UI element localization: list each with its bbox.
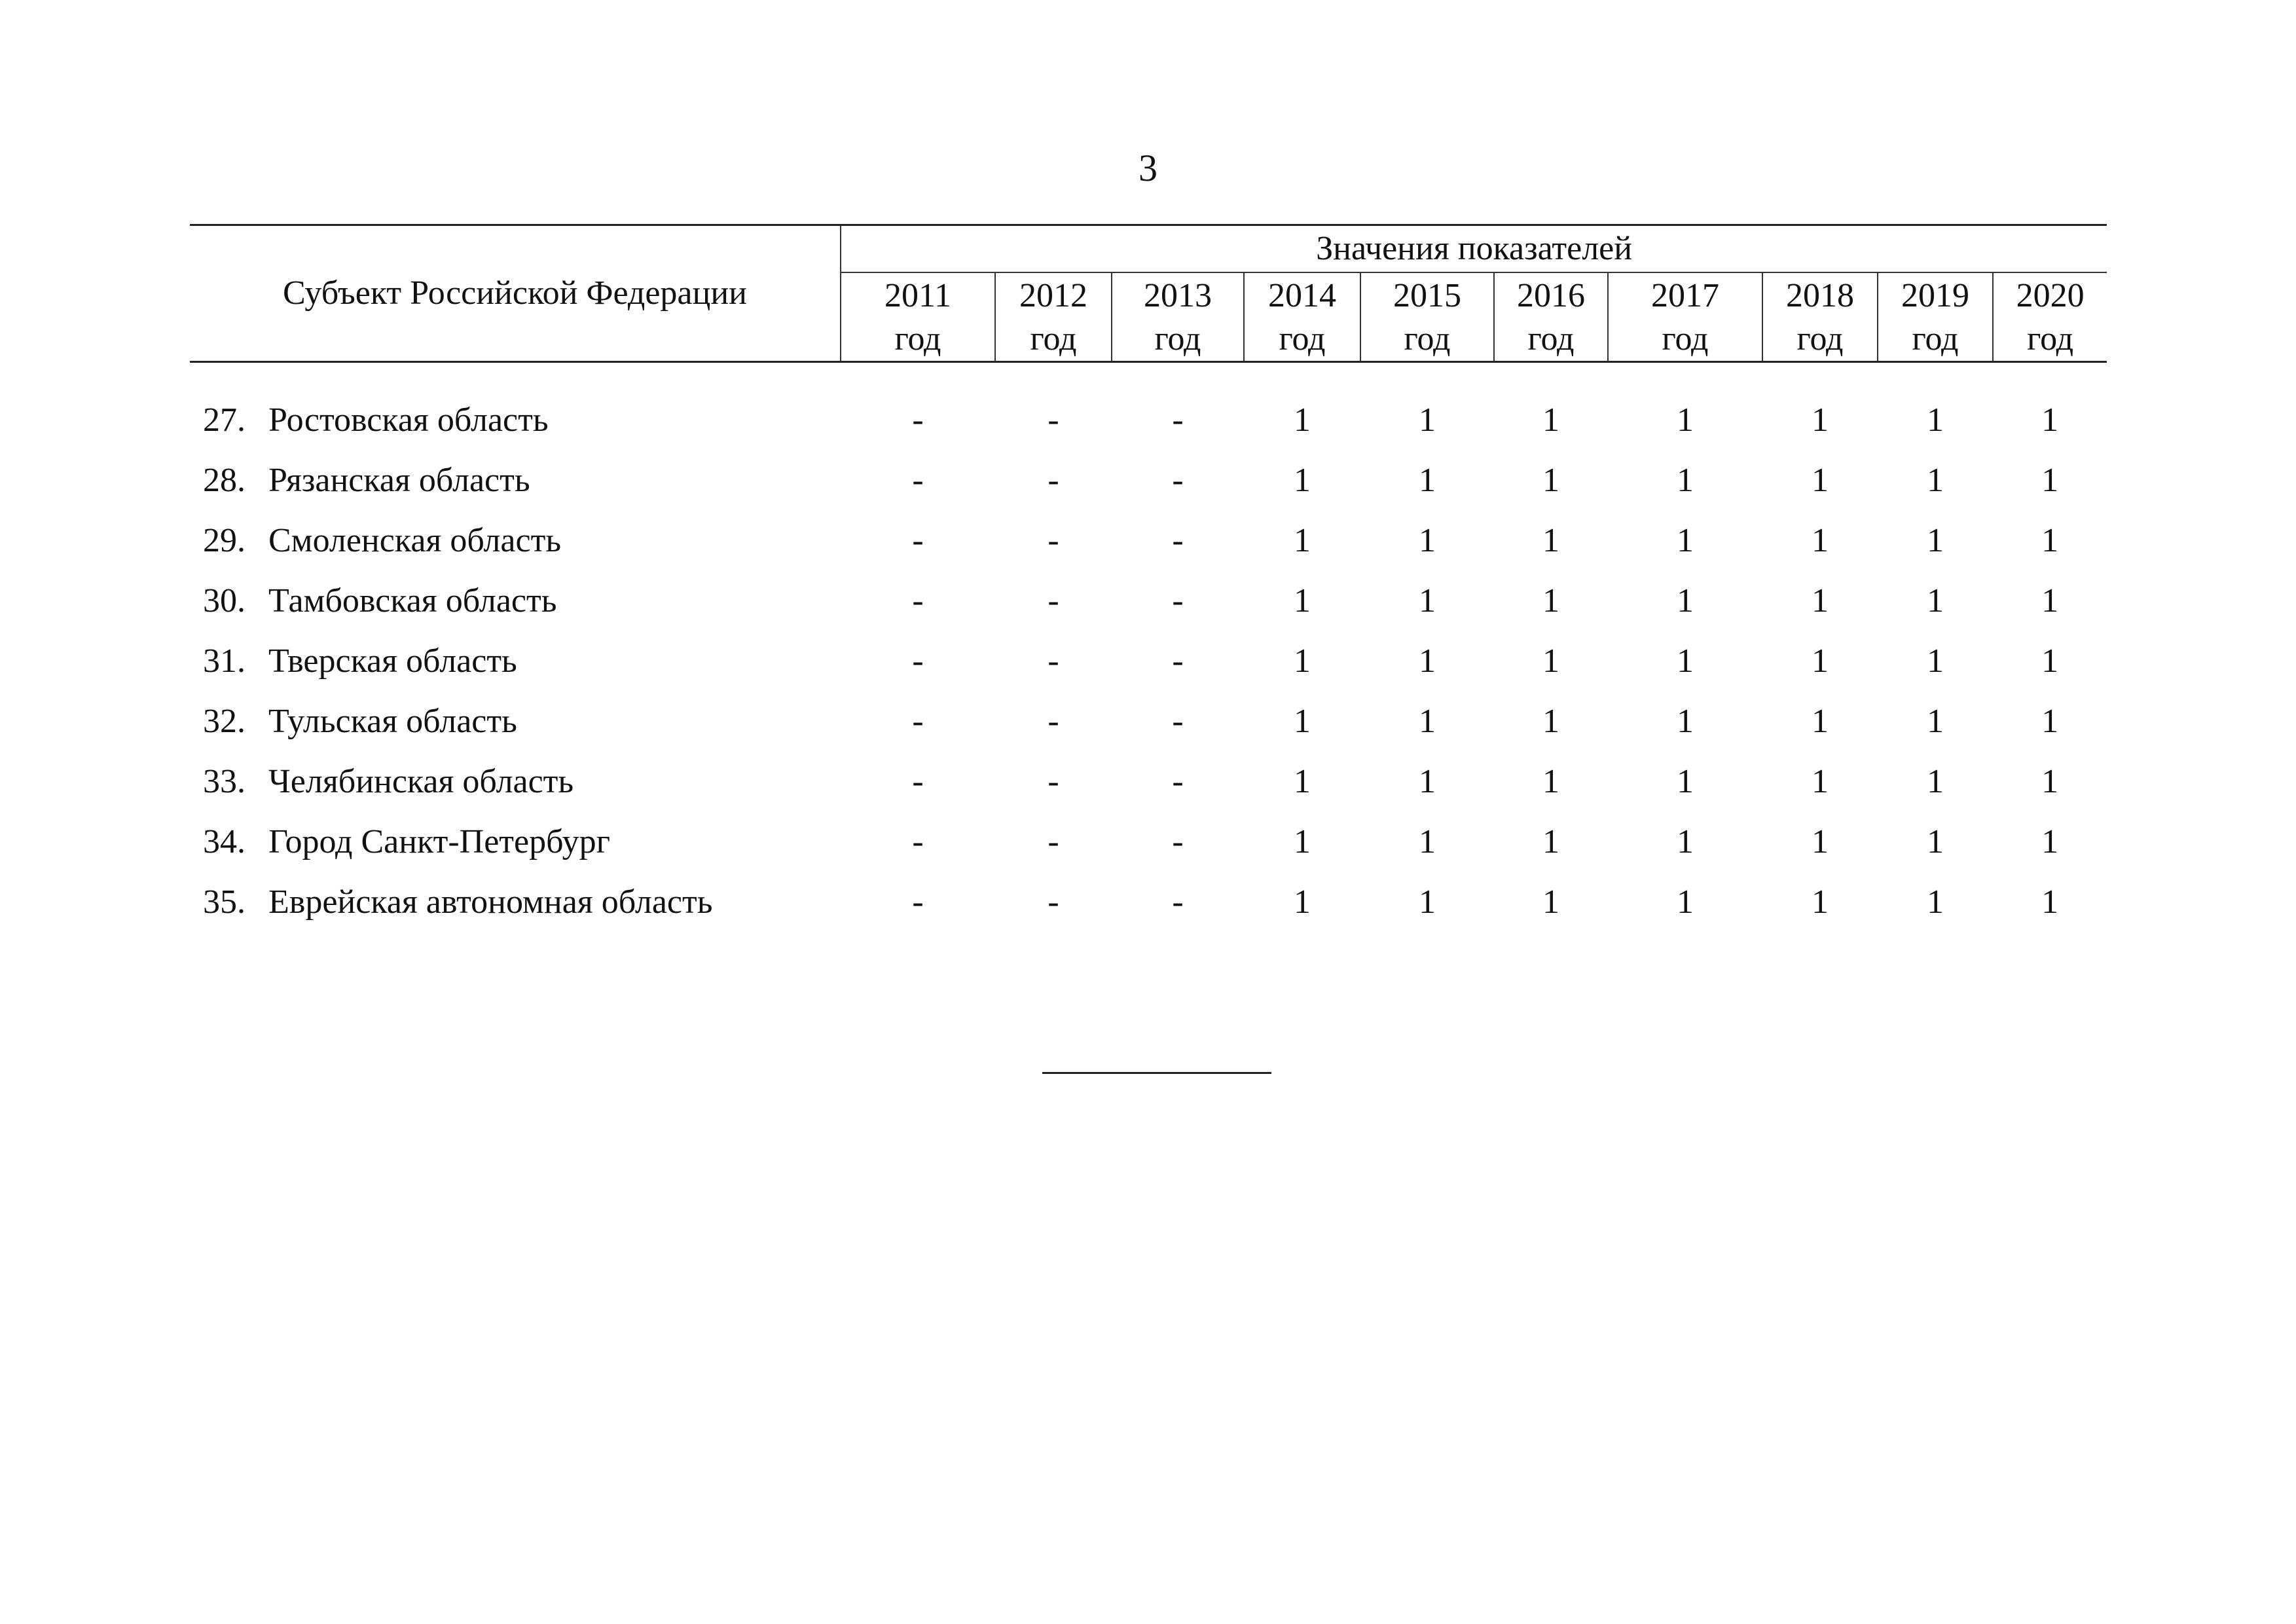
indicator-value-cell: - — [1048, 401, 1059, 439]
indicator-value-cell: 1 — [1294, 401, 1311, 439]
indicator-value-cell: 1 — [1419, 462, 1436, 499]
indicator-value-cell: - — [1172, 763, 1184, 800]
indicator-value-cell: 1 — [1294, 582, 1311, 619]
indicator-value-cell: 1 — [1677, 642, 1694, 680]
indicator-value-cell: 1 — [1677, 582, 1694, 619]
indicator-value-cell: 1 — [1812, 462, 1829, 499]
indicator-value-cell: 1 — [1419, 883, 1436, 921]
indicator-value-cell: 1 — [1812, 703, 1829, 740]
table-row — [190, 692, 2107, 752]
region-name: Тульская область — [268, 703, 517, 740]
year-column-header — [1878, 272, 1993, 362]
year-unit-label: год — [2027, 320, 2074, 358]
indicator-value-cell: 1 — [1542, 823, 1560, 860]
indicator-value-cell: 1 — [1812, 883, 1829, 921]
indicator-value-cell: 1 — [1419, 582, 1436, 619]
indicator-value-cell: - — [912, 703, 924, 740]
indicator-value-cell: 1 — [1677, 462, 1694, 499]
year-label: 2018 — [1786, 277, 1855, 314]
indicator-value-cell: - — [1048, 823, 1059, 860]
indicator-value-cell: 1 — [1419, 763, 1436, 800]
indicator-value-cell: 1 — [1542, 401, 1560, 439]
indicator-value-cell: - — [1172, 522, 1184, 559]
indicator-value-cell: - — [1048, 642, 1059, 680]
year-column-header — [1762, 272, 1878, 362]
year-label: 2020 — [2016, 277, 2085, 314]
year-column-header — [841, 272, 995, 362]
indicator-value-cell: 1 — [2041, 401, 2059, 439]
row-number: 29. — [203, 522, 246, 559]
indicator-value-cell: 1 — [1419, 401, 1436, 439]
indicator-value-cell: 1 — [1927, 642, 1944, 680]
indicator-value-cell: - — [912, 763, 924, 800]
indicator-value-cell: 1 — [1677, 522, 1694, 559]
indicator-value-cell: 1 — [1927, 401, 1944, 439]
indicator-value-cell: 1 — [1419, 522, 1436, 559]
indicator-value-cell: 1 — [2041, 462, 2059, 499]
year-column-header — [995, 272, 1112, 362]
indicator-value-cell: 1 — [1294, 883, 1311, 921]
indicator-value-cell: - — [912, 401, 924, 439]
indicator-value-cell: 1 — [1419, 823, 1436, 860]
indicator-value-cell: - — [912, 642, 924, 680]
indicator-value-cell: 1 — [1677, 703, 1694, 740]
indicator-value-cell: - — [1048, 883, 1059, 921]
table-row — [190, 571, 2107, 631]
region-name: Город Санкт-Петербург — [268, 823, 610, 860]
row-number: 34. — [203, 823, 246, 860]
year-unit-label: год — [1279, 320, 1326, 358]
row-number: 33. — [203, 763, 246, 800]
year-unit-label: год — [1154, 320, 1201, 358]
indicator-value-cell: 1 — [1294, 522, 1311, 559]
row-number: 35. — [203, 883, 246, 921]
table-header — [190, 225, 2107, 362]
table-row — [190, 812, 2107, 872]
indicator-value-cell: - — [1172, 401, 1184, 439]
indicator-value-cell: 1 — [1542, 883, 1560, 921]
year-unit-label: год — [1662, 320, 1709, 358]
values-group-header: Значения показателей — [841, 225, 2107, 273]
indicator-value-cell: - — [1048, 462, 1059, 499]
indicator-value-cell: 1 — [1927, 462, 1944, 499]
indicator-value-cell: - — [1048, 703, 1059, 740]
year-unit-label: год — [1912, 320, 1959, 358]
row-number: 31. — [203, 642, 246, 680]
indicator-value-cell: 1 — [1927, 522, 1944, 559]
year-unit-label: год — [894, 320, 941, 358]
table-row — [190, 752, 2107, 812]
indicator-value-cell: - — [1172, 703, 1184, 740]
row-number: 27. — [203, 401, 246, 439]
year-column-header — [1360, 272, 1494, 362]
indicator-value-cell: 1 — [1294, 703, 1311, 740]
indicator-value-cell: 1 — [2041, 763, 2059, 800]
indicator-value-cell: - — [1172, 582, 1184, 619]
indicator-value-cell: 1 — [1294, 462, 1311, 499]
indicator-value-cell: 1 — [2041, 582, 2059, 619]
indicator-value-cell: 1 — [1677, 401, 1694, 439]
row-number: 28. — [203, 462, 246, 499]
year-column-header — [1112, 272, 1244, 362]
region-name: Тамбовская область — [268, 582, 557, 619]
year-label: 2014 — [1268, 277, 1337, 314]
year-column-header — [1494, 272, 1608, 362]
year-unit-label: год — [1030, 320, 1077, 358]
indicator-value-cell: - — [912, 462, 924, 499]
indicator-value-cell: 1 — [2041, 823, 2059, 860]
region-name: Челябинская область — [268, 763, 574, 800]
indicator-value-cell: 1 — [1294, 763, 1311, 800]
indicator-value-cell: 1 — [1927, 763, 1944, 800]
indicator-value-cell: - — [1172, 823, 1184, 860]
region-name: Рязанская область — [268, 462, 530, 499]
indicator-value-cell: - — [1172, 462, 1184, 499]
indicator-value-cell: 1 — [1677, 823, 1694, 860]
indicator-value-cell: 1 — [1542, 462, 1560, 499]
indicator-value-cell: 1 — [1542, 582, 1560, 619]
table-row — [190, 511, 2107, 571]
indicator-value-cell: 1 — [1677, 883, 1694, 921]
row-number: 30. — [203, 582, 246, 619]
indicator-value-cell: 1 — [2041, 883, 2059, 921]
subject-column-header: Субъект Российской Федерации — [190, 225, 841, 362]
table-row — [190, 872, 2107, 932]
indicator-value-cell: - — [1172, 883, 1184, 921]
indicator-value-cell: 1 — [1542, 703, 1560, 740]
year-column-header — [1993, 272, 2107, 362]
table-row — [190, 451, 2107, 511]
year-label: 2013 — [1144, 277, 1212, 314]
year-label: 2017 — [1651, 277, 1720, 314]
row-number: 32. — [203, 703, 246, 740]
indicator-value-cell: 1 — [1812, 642, 1829, 680]
region-name: Смоленская область — [268, 522, 562, 559]
indicator-value-cell: 1 — [1927, 703, 1944, 740]
year-column-header — [1608, 272, 1762, 362]
indicator-value-cell: 1 — [2041, 522, 2059, 559]
indicator-value-cell: - — [912, 582, 924, 619]
region-name: Ростовская область — [268, 401, 549, 439]
page-number: 3 — [1139, 147, 1157, 189]
indicator-value-cell: 1 — [1927, 582, 1944, 619]
indicator-value-cell: - — [912, 522, 924, 559]
table-body — [190, 362, 2107, 933]
indicator-value-cell: 1 — [2041, 703, 2059, 740]
indicator-value-cell: - — [912, 823, 924, 860]
indicator-value-cell: 1 — [1812, 522, 1829, 559]
indicator-value-cell: 1 — [1294, 642, 1311, 680]
year-unit-label: год — [1404, 320, 1451, 358]
indicator-value-cell: 1 — [1812, 582, 1829, 619]
indicator-value-cell: - — [1048, 763, 1059, 800]
year-unit-label: год — [1527, 320, 1575, 358]
year-column-header — [1244, 272, 1360, 362]
indicator-value-cell: - — [912, 883, 924, 921]
year-label: 2015 — [1393, 277, 1462, 314]
indicator-value-cell: 1 — [1812, 401, 1829, 439]
indicator-value-cell: 1 — [1542, 642, 1560, 680]
year-label: 2019 — [1901, 277, 1970, 314]
table-row — [190, 631, 2107, 692]
indicator-value-cell: 1 — [1542, 522, 1560, 559]
region-name: Еврейская автономная область — [268, 883, 713, 921]
indicator-value-cell: - — [1048, 582, 1059, 619]
region-name: Тверская область — [268, 642, 517, 680]
indicator-value-cell: - — [1048, 522, 1059, 559]
indicator-value-cell: 1 — [1927, 823, 1944, 860]
indicator-value-cell: 1 — [1812, 823, 1829, 860]
indicator-value-cell: 1 — [1294, 823, 1311, 860]
end-divider-line — [1042, 1072, 1271, 1074]
indicator-table-container — [190, 224, 2107, 932]
indicator-value-cell: 1 — [1419, 703, 1436, 740]
table-row — [190, 390, 2107, 451]
indicator-value-cell: 1 — [1927, 883, 1944, 921]
indicator-value-cell: 1 — [1812, 763, 1829, 800]
year-label: 2011 — [884, 277, 952, 314]
indicator-value-cell: 1 — [1419, 642, 1436, 680]
year-label: 2012 — [1019, 277, 1088, 314]
indicator-value-cell: - — [1172, 642, 1184, 680]
year-unit-label: год — [1796, 320, 1844, 358]
indicator-table — [190, 224, 2107, 932]
indicator-value-cell: 1 — [1677, 763, 1694, 800]
indicator-value-cell: 1 — [2041, 642, 2059, 680]
indicator-value-cell: 1 — [1542, 763, 1560, 800]
year-label: 2016 — [1517, 277, 1586, 314]
